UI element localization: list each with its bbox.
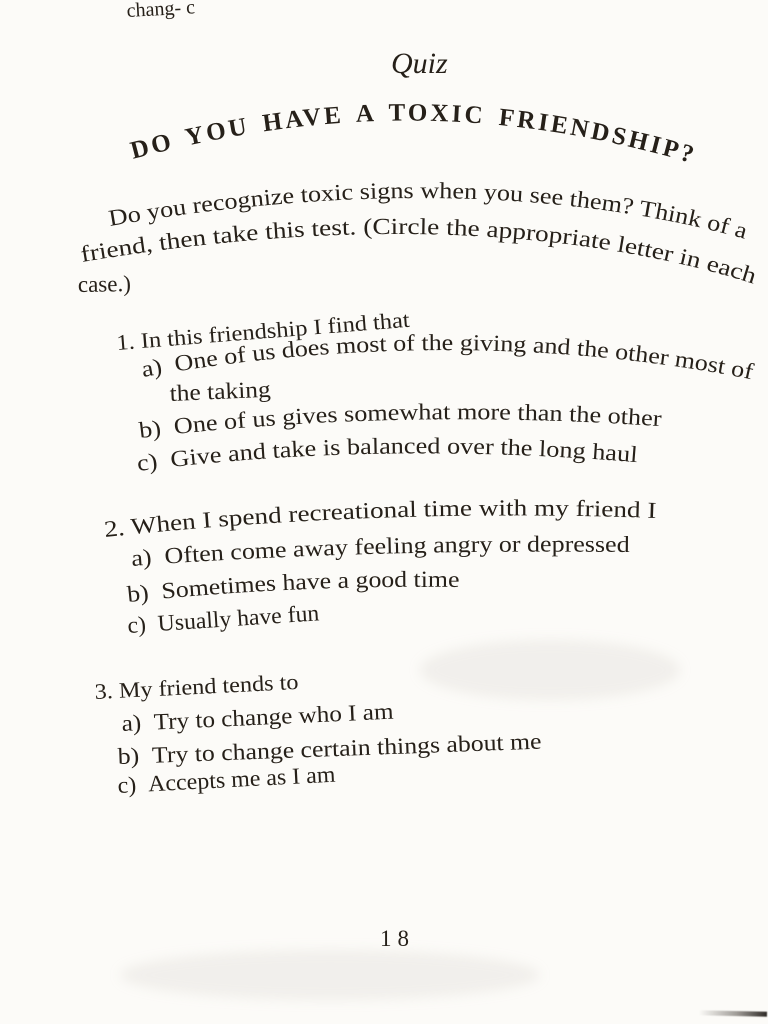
question-1-option-a-line-1: a) One of us does most of the giving and the other most of — [139, 330, 755, 385]
question-1-option-b: b) One of us gives somewhat more than the other — [137, 399, 662, 443]
question-3-prompt: 3. My friend tends to — [94, 669, 298, 704]
question-1-option-a-line-2: the taking — [169, 376, 270, 406]
intro-line-2: friend, then take this test. (Circle the appropriate letter in each — [78, 213, 758, 288]
question-2-option-b: b) Sometimes have a good time — [125, 566, 459, 607]
question-2-option-c: c) Usually have fun — [126, 600, 320, 638]
question-2-option-a: a) Often come away feeling angry or depressed — [130, 531, 629, 571]
question-3-option-b: b) Try to change certain things about me — [117, 728, 541, 769]
intro-line-1: Do you recognize toxic signs when you see them? Think of a — [106, 178, 749, 244]
question-1-prompt: 1. In this friendship I find that — [115, 306, 410, 355]
quiz-title: DO YOU HAVE A TOXIC FRIENDSHIP? — [127, 99, 700, 170]
question-3-option-c: c) Accepts me as I am — [116, 761, 336, 798]
question-1-option-c: c) Give and take is balanced over the long haul — [135, 433, 638, 476]
question-2-prompt: 2. When I spend recreational time with my friend I — [102, 495, 656, 542]
question-3-option-a: a) Try to change who I am — [121, 698, 393, 736]
page-number: 18 — [380, 926, 415, 951]
intro-line-3: case.) — [77, 271, 132, 297]
section-label-quiz: Quiz — [391, 47, 448, 80]
clipped-previous-line: chang- c — [126, 0, 196, 22]
